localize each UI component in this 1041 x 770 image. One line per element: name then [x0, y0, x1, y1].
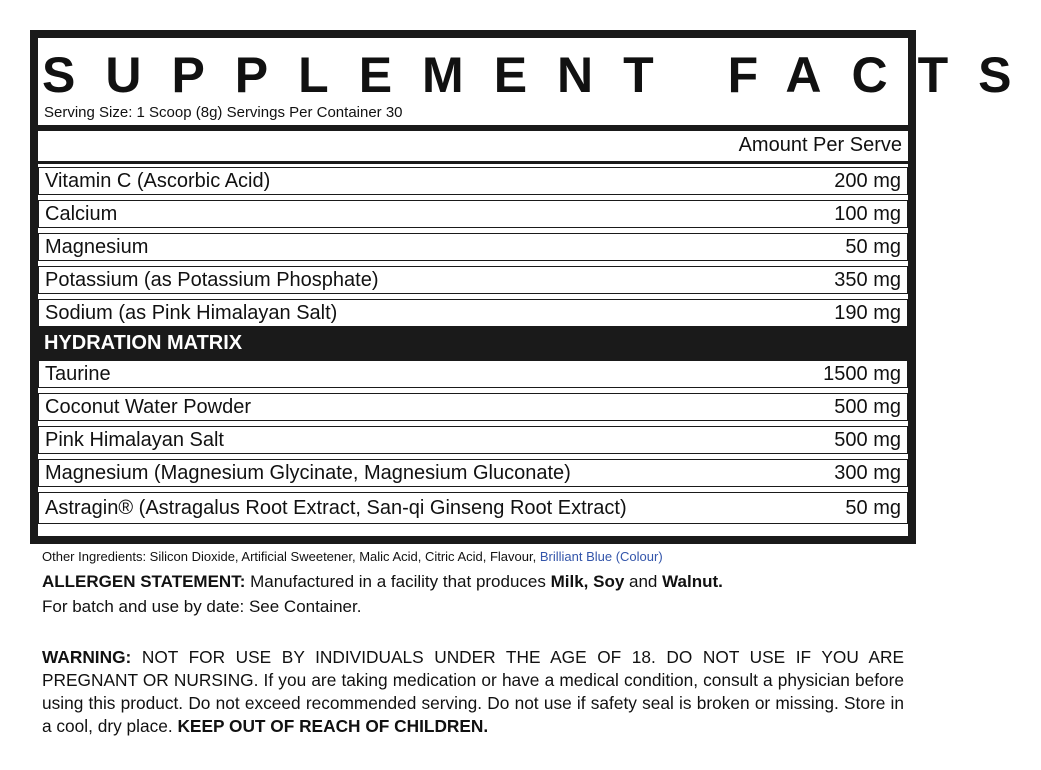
other-ingredients	[42, 548, 912, 565]
nutrient-name: Astragin® (Astragalus Root Extract, San-qi Ginseng Root Extract)	[45, 496, 627, 519]
table-row	[38, 492, 908, 524]
nutrient-name: Taurine	[45, 362, 111, 385]
section-heading: HYDRATION MATRIX	[38, 327, 908, 360]
nutrient-name: Coconut Water Powder	[45, 395, 252, 418]
serving-size: Serving Size: 1 Scoop (8g) Servings Per Container 30	[44, 104, 403, 121]
table-row	[38, 360, 908, 388]
top-rows	[38, 167, 908, 327]
allergen-and: and	[624, 572, 663, 591]
table-row	[38, 266, 908, 294]
supplement-facts-panel	[30, 30, 1041, 544]
allergen-label: ALLERGEN STATEMENT:	[42, 572, 246, 591]
nutrient-name: Vitamin C (Ascorbic Acid)	[45, 169, 271, 192]
other-ingredients-colour: Brilliant Blue (Colour)	[539, 549, 663, 564]
table-row	[38, 200, 908, 228]
allergen-items: Milk, Soy	[550, 572, 625, 591]
facts-table	[38, 125, 908, 529]
nutrient-name: Potassium (as Potassium Phosphate)	[45, 268, 379, 291]
amount-header-row	[38, 131, 908, 159]
nutrient-amount: 50 mg	[845, 235, 901, 258]
allergen-statement	[42, 571, 912, 593]
warning-text: NOT FOR USE BY INDIVIDUALS UNDER THE AGE OF 18. DO NOT USE IF YOU ARE PREGNANT OR NURSING. If you are taking medication or have a medical condition, consult a physician before using this product. Do not exceed recommended serving. Do not use if safety seal is broken or missing. Store in a cool, dry place.	[42, 647, 904, 736]
batch-info: For batch and use by date: See Container.	[42, 597, 362, 616]
panel-title: SUPPLEMENT FACTS	[42, 47, 1041, 103]
allergen-last: Walnut.	[662, 572, 723, 591]
table-row	[38, 393, 908, 421]
nutrient-amount: 350 mg	[834, 268, 901, 291]
nutrient-name: Pink Himalayan Salt	[45, 428, 224, 451]
table-row	[38, 426, 908, 454]
amount-header: Amount Per Serve	[738, 133, 902, 156]
nutrient-amount: 500 mg	[834, 428, 901, 451]
nutrient-amount: 100 mg	[834, 202, 901, 225]
other-ingredients-text: Other Ingredients: Silicon Dioxide, Artificial Sweetener, Malic Acid, Citric Acid, Flavour,	[42, 549, 540, 564]
nutrient-name: Magnesium	[45, 235, 149, 258]
table-row	[38, 459, 908, 487]
nutrient-name: Magnesium (Magnesium Glycinate, Magnesium Gluconate)	[45, 461, 571, 484]
nutrient-amount: 190 mg	[834, 301, 901, 324]
table-row	[38, 167, 908, 195]
table-row	[38, 299, 908, 327]
warning-statement	[42, 646, 904, 738]
divider	[38, 161, 908, 164]
matrix-rows	[38, 360, 908, 524]
nutrient-amount: 200 mg	[834, 169, 901, 192]
nutrient-amount: 300 mg	[834, 461, 901, 484]
warning-end: KEEP OUT OF REACH OF CHILDREN.	[177, 716, 489, 736]
nutrient-amount: 500 mg	[834, 395, 901, 418]
warning-label: WARNING:	[42, 647, 132, 667]
nutrient-name: Calcium	[45, 202, 118, 225]
table-row	[38, 233, 908, 261]
nutrient-amount: 50 mg	[845, 496, 901, 519]
nutrient-name: Sodium (as Pink Himalayan Salt)	[45, 301, 338, 324]
allergen-text: Manufactured in a facility that produces	[245, 572, 551, 591]
nutrient-amount: 1500 mg	[823, 362, 901, 385]
